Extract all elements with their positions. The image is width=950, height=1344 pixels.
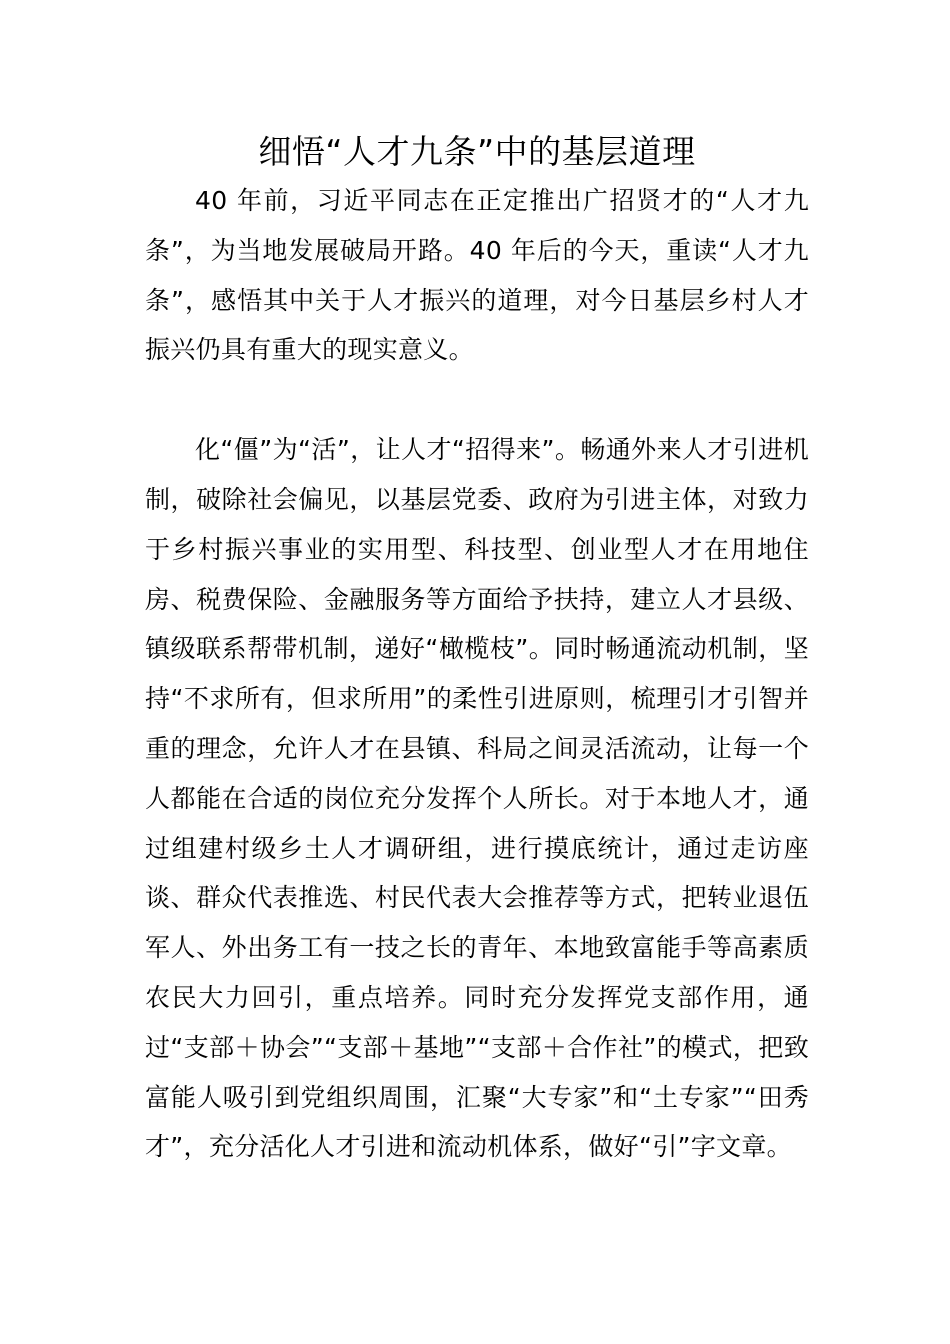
paragraph-body: 化“僵”为“活”，让人才“招得来”。畅通外来人才引进机制，破除社会偏见，以基层党委、政府为引进主体，对致力于乡村振兴事业的实用型、科技型、创业型人才在用地住房、税费保险、金融服务等方面给予扶持，建立人才县级、镇级联系帮带机制，递好“橄榄枝”。同时畅通流动机制，坚持“不求所有，但求所用”的柔性引进原则，梳理引才引智并重的理念，允许人才在县镇、科局之间灵活流动，让每一个人都能在合适的岗位充分发挥个人所长。对于本地人才，通过组建村级乡土人才调研组，进行摸底统计，通过走访座谈、群众代表推选、村民代表大会推荐等方式，把转业退伍军人、外出务工有一技之长的青年、本地致富能手等高素质农民大力回引，重点培养。同时充分发挥党支部作用，通过“支部＋协会”“支部＋基地”“支部＋合作社”的模式，把致富能人吸引到党组织周围，汇聚“大专家”和“土专家”“田秀才”，充分活化人才引进和流动机体系，做好“引”字文章。 bbox=[145, 435, 809, 1162]
document-title: 细悟“人才九条”中的基层道理 bbox=[258, 132, 696, 171]
document-page bbox=[145, 128, 809, 1172]
paragraph-spacer bbox=[145, 375, 809, 425]
paragraph-intro: 40 年前，习近平同志在正定推出广招贤才的“人才九条”，为当地发展破局开路。40 年后的今天，重读“人才九条”，感悟其中关于人才振兴的道理，对今日基层乡村人才振兴仍具有重大的现实意义。 bbox=[145, 186, 809, 365]
